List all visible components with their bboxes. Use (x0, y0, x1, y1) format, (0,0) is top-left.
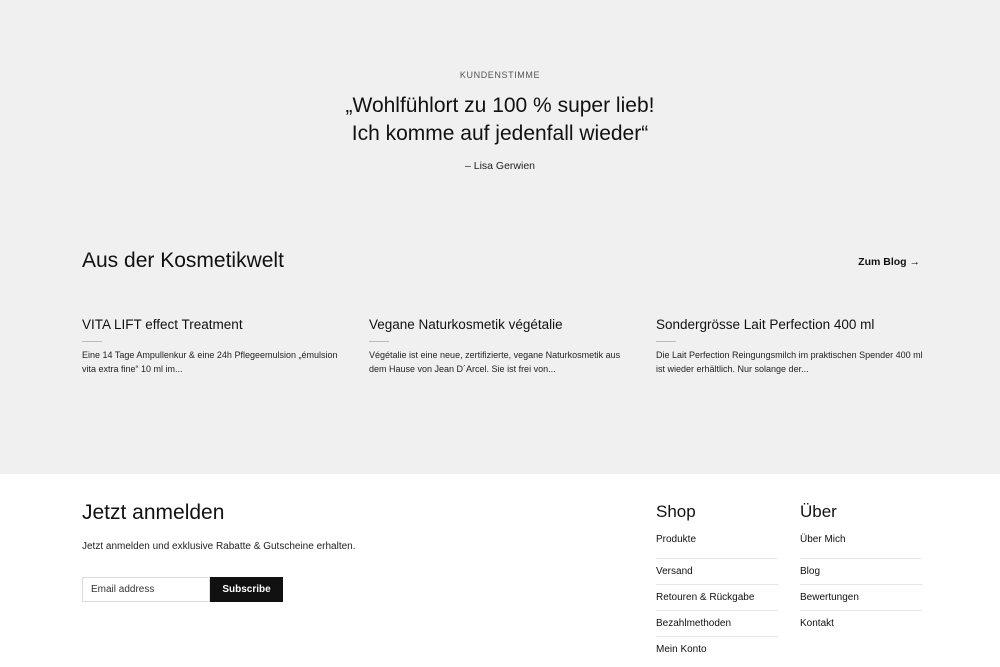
footer-link-mein-konto[interactable]: Mein Konto (656, 644, 707, 655)
footer-about-column (800, 502, 922, 637)
testimonial-quote (0, 92, 1000, 148)
to-blog-link[interactable]: Zum Blog → (858, 256, 920, 268)
blog-article-excerpt: Végétalie ist eine neue, zertifizierte, vegane Naturkosmetik aus dem Hause von Jean D´Arcel. Sie ist frei von... (369, 350, 621, 374)
blog-article-card[interactable] (656, 317, 924, 376)
footer-link-kontakt[interactable]: Kontakt (800, 618, 834, 629)
blog-article-card[interactable] (82, 317, 350, 376)
newsletter-description: Jetzt anmelden und exklusive Rabatte & Gutscheine erhalten. (82, 541, 356, 552)
email-input[interactable] (82, 577, 210, 602)
footer-link-blog[interactable]: Blog (800, 559, 922, 585)
newsletter-title: Jetzt anmelden (82, 501, 225, 524)
testimonial-quote-line: „Wohlfühlort zu 100 % super lieb! (345, 94, 655, 117)
blog-article-excerpt: Die Lait Perfection Reingungsmilch im praktischen Spender 400 ml ist wieder erhältlich. Nur solange der... (656, 350, 923, 374)
divider (656, 341, 676, 342)
testimonial-eyebrow: KUNDENSTIMME (459, 70, 541, 80)
testimonial-quote-line: Ich komme auf jedenfall wieder“ (351, 122, 649, 145)
footer-about-title: Über (800, 502, 837, 521)
blog-article-title[interactable]: Sondergrösse Lait Perfection 400 ml (656, 317, 875, 332)
blog-article-title[interactable]: VITA LIFT effect Treatment (82, 317, 243, 332)
footer-link-bezahlmethoden[interactable]: Bezahlmethoden (656, 611, 778, 637)
blog-article-card[interactable] (369, 317, 637, 376)
divider (82, 341, 102, 342)
blog-article-title[interactable]: Vegane Naturkosmetik végétalie (369, 317, 563, 332)
footer (0, 474, 1000, 667)
blog-section-title: Aus der Kosmetikwelt (82, 249, 284, 272)
testimonial-author: – Lisa Gerwien (464, 160, 536, 172)
footer-link-versand[interactable]: Versand (656, 559, 778, 585)
footer-link-ueber-mich[interactable]: Über Mich (800, 533, 922, 559)
divider (369, 341, 389, 342)
subscribe-button[interactable]: Subscribe (210, 577, 283, 602)
footer-shop-title: Shop (656, 502, 696, 521)
blog-article-excerpt: Eine 14 Tage Ampullenkur & eine 24h Pflegeemulsion „émulsion vita extra fine“ 10 ml im... (82, 350, 338, 374)
footer-link-bewertungen[interactable]: Bewertungen (800, 585, 922, 611)
footer-shop-column (656, 502, 778, 663)
footer-link-retouren[interactable]: Retouren & Rückgabe (656, 585, 778, 611)
footer-link-produkte[interactable]: Produkte (656, 533, 778, 559)
